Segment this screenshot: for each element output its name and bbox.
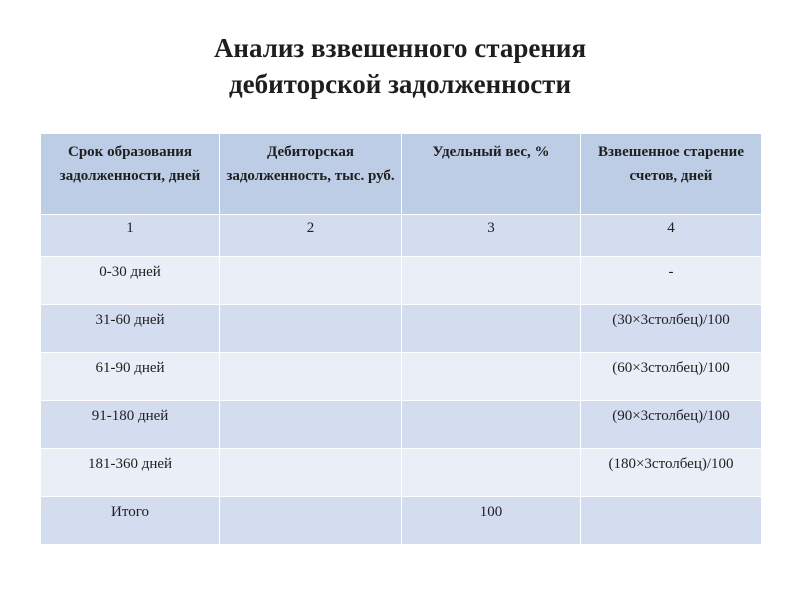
table-cell (402, 305, 581, 353)
table-cell (220, 497, 402, 545)
title-line-1: Анализ взвешенного старения (213, 33, 587, 63)
table-row (41, 257, 762, 305)
table-cell: (60×3столбец)/100 (581, 353, 762, 401)
column-number: 3 (402, 215, 581, 257)
table-cell: (180×3столбец)/100 (581, 449, 762, 497)
header-row (41, 134, 762, 215)
column-number: 4 (581, 215, 762, 257)
table-cell: 61-90 дней (41, 353, 220, 401)
table-cell: - (581, 257, 762, 305)
table-cell (220, 257, 402, 305)
table-cell: 181-360 дней (41, 449, 220, 497)
page-title (0, 30, 800, 102)
table-cell (402, 401, 581, 449)
table-cell (402, 257, 581, 305)
header-cell-receivables: Дебиторская задолженность, тыс. руб. (220, 134, 402, 215)
table-cell (220, 353, 402, 401)
table-cell (220, 449, 402, 497)
table-cell: 31-60 дней (41, 305, 220, 353)
table-row (41, 353, 762, 401)
table-cell (402, 353, 581, 401)
table-cell (220, 305, 402, 353)
column-number: 1 (41, 215, 220, 257)
table-row-total (41, 497, 762, 545)
table-cell (220, 401, 402, 449)
table-cell: 91-180 дней (41, 401, 220, 449)
table-cell: Итого (41, 497, 220, 545)
table-cell: (90×3столбец)/100 (581, 401, 762, 449)
column-number: 2 (220, 215, 402, 257)
column-number-row (41, 215, 762, 257)
header-cell-weighted-aging: Взвешенное старение счетов, дней (581, 134, 762, 215)
table-cell (402, 449, 581, 497)
table-cell (581, 497, 762, 545)
table-cell: (30×3столбец)/100 (581, 305, 762, 353)
header-cell-term: Срок образования задолженности, дней (41, 134, 220, 215)
table-row (41, 449, 762, 497)
aging-table (40, 133, 762, 545)
title-line-2: дебиторской задолженности (228, 69, 572, 99)
table-row (41, 305, 762, 353)
table-row (41, 401, 762, 449)
header-cell-share: Удельный вес, % (402, 134, 581, 215)
table-cell: 100 (402, 497, 581, 545)
table-cell: 0-30 дней (41, 257, 220, 305)
